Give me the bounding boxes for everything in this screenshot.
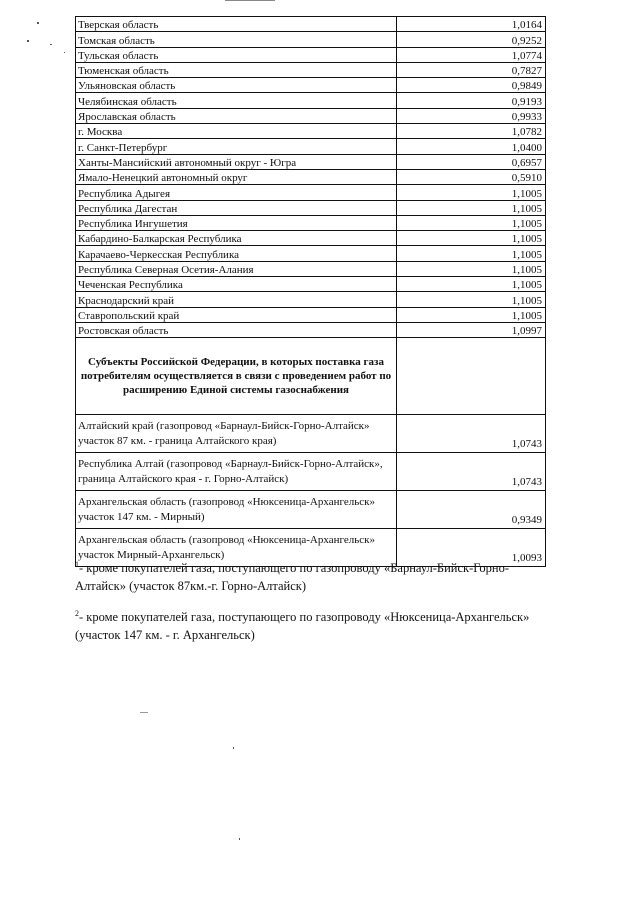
coefficient-value: 0,6957 bbox=[397, 154, 546, 169]
region-name: Тульская область bbox=[76, 47, 397, 62]
region-name: Республика Ингушетия bbox=[76, 215, 397, 230]
coefficient-value: 1,1005 bbox=[397, 246, 546, 261]
scan-speck bbox=[64, 52, 65, 53]
table-row bbox=[76, 62, 546, 77]
coefficient-value: 1,0164 bbox=[397, 17, 546, 32]
section-header: Субъекты Российской Федерации, в которых поставка газа потребителям осуществляется в связи с проведением работ по расширению Единой системы газоснабжения bbox=[76, 338, 397, 415]
table-row bbox=[76, 185, 546, 200]
table-row bbox=[76, 215, 546, 230]
region-name: Челябинская область bbox=[76, 93, 397, 108]
table-row bbox=[76, 292, 546, 307]
scan-speck bbox=[37, 22, 39, 24]
table-row bbox=[76, 307, 546, 322]
region-name: Республика Дагестан bbox=[76, 200, 397, 215]
region-name: Архангельская область (газопровод «Нюксеница-Архангельск» участок 147 км. - Мирный) bbox=[76, 491, 397, 529]
table-row bbox=[76, 124, 546, 139]
scan-speck bbox=[239, 838, 240, 840]
footnote-2 bbox=[75, 605, 555, 644]
coefficient-value: 1,0743 bbox=[397, 453, 546, 491]
region-name: Карачаево-Черкесская Республика bbox=[76, 246, 397, 261]
coefficient-value: 0,9193 bbox=[397, 93, 546, 108]
region-name: Краснодарский край bbox=[76, 292, 397, 307]
coefficient-value: 0,9933 bbox=[397, 108, 546, 123]
coefficient-value: 1,0743 bbox=[397, 415, 546, 453]
region-name: Ямало-Ненецкий автономный округ bbox=[76, 169, 397, 184]
footnote-mark: 1 bbox=[75, 560, 79, 569]
footnotes bbox=[75, 556, 555, 654]
table-row bbox=[76, 200, 546, 215]
scan-speck bbox=[140, 712, 148, 713]
coefficient-value: 0,5910 bbox=[397, 169, 546, 184]
region-name: г. Москва bbox=[76, 124, 397, 139]
coefficient-value: 1,0774 bbox=[397, 47, 546, 62]
coefficient-table bbox=[75, 16, 546, 567]
region-name: Ставропольский край bbox=[76, 307, 397, 322]
coefficient-value: 1,1005 bbox=[397, 277, 546, 292]
region-name: Республика Алтай (газопровод «Барнаул-Бийск-Горно-Алтайск», граница Алтайского края - г. Горно-Алтайск) bbox=[76, 453, 397, 491]
region-name: Томская область bbox=[76, 32, 397, 47]
region-name: Архангельская область (газопровод «Нюксеница-Архангельск» участок Мирный-Архангельск) bbox=[76, 529, 397, 567]
table-row bbox=[76, 415, 546, 453]
table-row bbox=[76, 277, 546, 292]
table-row bbox=[76, 47, 546, 62]
region-name: Ульяновская область bbox=[76, 78, 397, 93]
footnote-mark: 2 bbox=[75, 609, 79, 619]
table-row bbox=[76, 231, 546, 246]
scan-speck bbox=[50, 44, 52, 45]
region-name: Тюменская область bbox=[76, 62, 397, 77]
scan-speck bbox=[27, 40, 29, 42]
coefficient-value: 1,1005 bbox=[397, 261, 546, 276]
table-row bbox=[76, 93, 546, 108]
table-row bbox=[76, 139, 546, 154]
region-name: Алтайский край (газопровод «Барнаул-Бийск-Горно-Алтайск» участок 87 км. - граница Алтайского края) bbox=[76, 415, 397, 453]
region-name: Ярославская область bbox=[76, 108, 397, 123]
coefficient-value: 0,9849 bbox=[397, 78, 546, 93]
coefficient-value: 1,1005 bbox=[397, 200, 546, 215]
footnote-text: - кроме покупателей газа, поступающего по газопроводу «Барнаул-Бийск-Горно-Алтайск» (участок 87км.-г. Горно-Алтайск) bbox=[75, 561, 509, 594]
table-row bbox=[76, 154, 546, 169]
region-name: Тверская область bbox=[76, 17, 397, 32]
table-row bbox=[76, 491, 546, 529]
region-name: Кабардино-Балкарская Республика bbox=[76, 231, 397, 246]
footnote-text: - кроме покупателей газа, поступающего по газопроводу «Нюксеница-Архангельск» (участок 147 км. - г. Архангельск) bbox=[75, 610, 530, 643]
coefficient-value: 1,0400 bbox=[397, 139, 546, 154]
table-row bbox=[76, 246, 546, 261]
region-name: Чеченская Республика bbox=[76, 277, 397, 292]
table-row bbox=[76, 169, 546, 184]
coefficient-value: 0,7827 bbox=[397, 62, 546, 77]
coefficient-value: 1,0093 bbox=[397, 529, 546, 567]
scan-speck bbox=[233, 747, 234, 749]
pipeline-rows bbox=[76, 415, 546, 567]
coefficient-value: 1,0782 bbox=[397, 124, 546, 139]
coefficient-value: 0,9349 bbox=[397, 491, 546, 529]
section-header-row bbox=[76, 338, 546, 415]
table-row bbox=[76, 261, 546, 276]
region-rows bbox=[76, 17, 546, 338]
footnote-1 bbox=[75, 556, 555, 595]
table-row bbox=[76, 17, 546, 32]
coefficient-value: 1,1005 bbox=[397, 231, 546, 246]
coefficient-value: 1,1005 bbox=[397, 185, 546, 200]
coefficient-value: 1,1005 bbox=[397, 307, 546, 322]
region-name: Ростовская область bbox=[76, 322, 397, 337]
table-row bbox=[76, 453, 546, 491]
section-header-value-cell bbox=[397, 338, 546, 415]
table-row bbox=[76, 78, 546, 93]
table-row bbox=[76, 108, 546, 123]
region-name: Республика Северная Осетия-Алания bbox=[76, 261, 397, 276]
region-name: Ханты-Мансийский автономный округ - Югра bbox=[76, 154, 397, 169]
table-row bbox=[76, 322, 546, 337]
coefficient-value: 0,9252 bbox=[397, 32, 546, 47]
region-name: г. Санкт-Петербург bbox=[76, 139, 397, 154]
table-row bbox=[76, 32, 546, 47]
coefficient-value: 1,0997 bbox=[397, 322, 546, 337]
region-name: Республика Адыгея bbox=[76, 185, 397, 200]
coefficient-value: 1,1005 bbox=[397, 215, 546, 230]
coefficient-value: 1,1005 bbox=[397, 292, 546, 307]
scan-speck bbox=[225, 0, 275, 1]
